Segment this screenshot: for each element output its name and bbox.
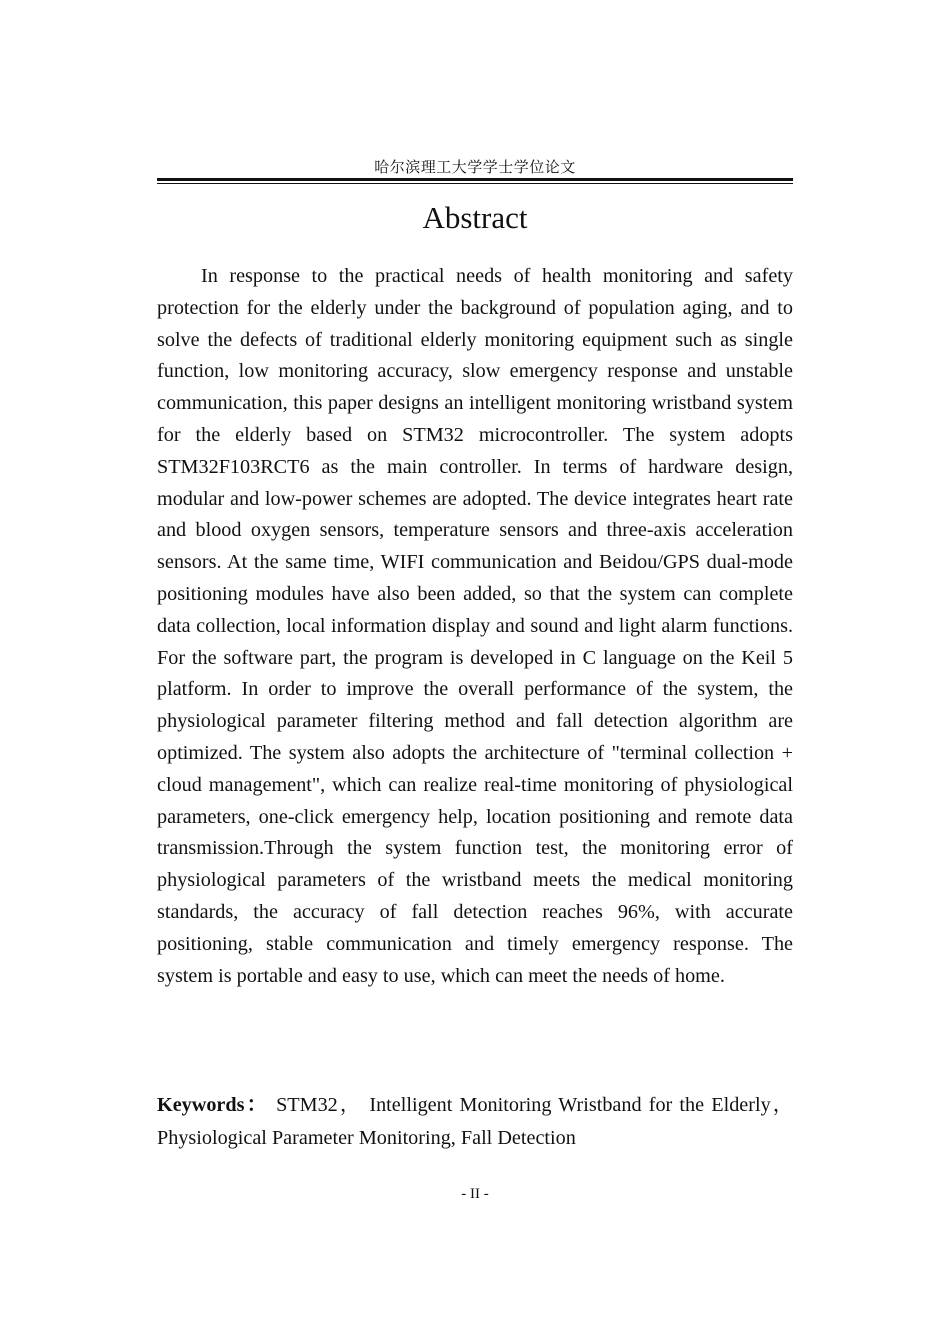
header-rule-thick (157, 178, 793, 181)
header-rule-thin (157, 183, 793, 184)
page-title: Abstract (422, 200, 528, 235)
page-number: - II - (461, 1186, 489, 1202)
abstract-paragraph: In response to the practical needs of health monitoring and safety protection for the elderly under the background of population aging, and to solve the defects of traditional elderly monitoring equipment such as single function, low monitoring accuracy, slow emergency response and unstable communication, this paper designs an intelligent monitoring wristband system for the elderly based on STM32 microcontroller. The system adopts STM32F103RCT6 as the main controller. In terms of hardware design, modular and low-power schemes are adopted. The device integrates heart rate and blood oxygen sensors, temperature sensors and three-axis acceleration sensors. At the same time, WIFI communication and Beidou/GPS dual-mode positioning modules have also been added, so that the system can complete data collection, local information display and sound and light alarm functions. For the software part, the program is developed in C language on the Keil 5 platform. In order to improve the overall performance of the system, the physiological parameter filtering method and fall detection algorithm are optimized. The system also adopts the architecture of "terminal collection + cloud management", which can realize real-time monitoring of physiological parameters, one-click emergency help, location positioning and remote data transmission.Through the system function test, the monitoring error of physiological parameters of the wristband meets the medical monitoring standards, the accuracy of fall detection reaches 96%, with accurate positioning, stable communication and timely emergency response. The system is portable and easy to use, which can meet the needs of home. (157, 265, 793, 987)
keywords-text: STM32， Intelligent Monitoring Wristband for the Elderly， Physiological Parameter Monitoring, Fall Detection (157, 1094, 793, 1149)
keywords-line (157, 1089, 793, 1155)
keywords-label: Keywords： (157, 1094, 269, 1116)
running-header: 哈尔滨理工大学学士学位论文 (374, 158, 576, 176)
